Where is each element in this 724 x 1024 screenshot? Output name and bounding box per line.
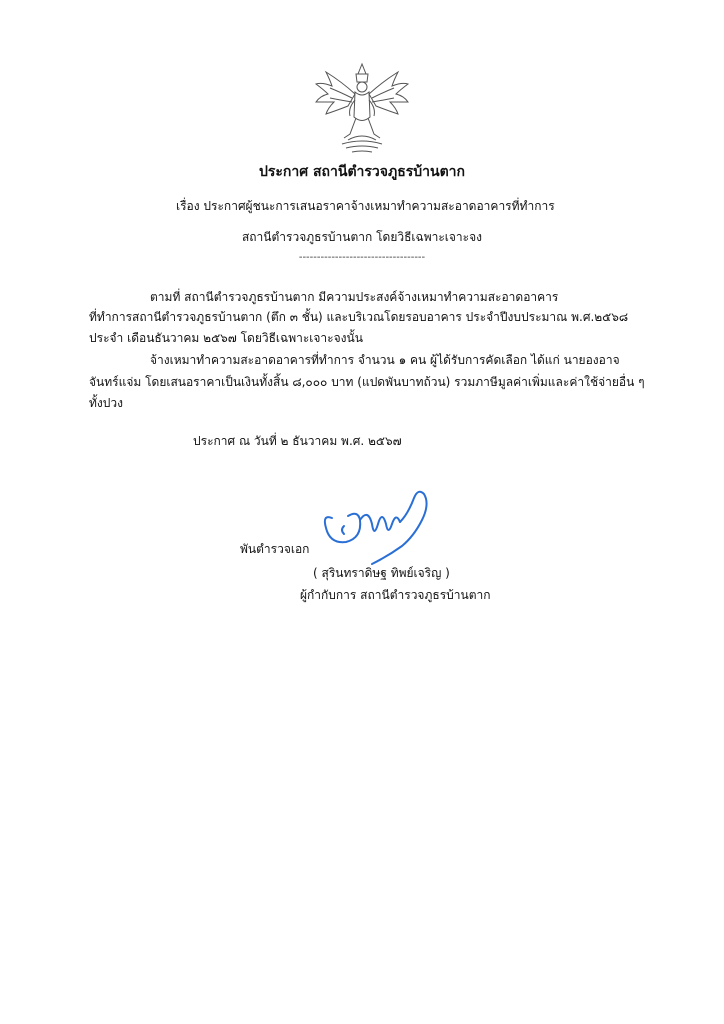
body-paragraph-1-line-2: ที่ทำการสถานีตำรวจภูธรบ้านตาก (ตึก ๓ ชั้น) และบริเวณโดยรอบอาคาร ประจำปีงบประมาณ พ.ศ.๒๕๖๘: [89, 310, 629, 324]
garuda-emblem: [312, 62, 412, 154]
signer-position: ผู้กำกับการ สถานีตำรวจภูธรบ้านตาก: [300, 588, 491, 602]
subject-line-2: สถานีตำรวจภูธรบ้านตาก โดยวิธีเฉพาะเจาะจง: [241, 230, 483, 244]
subject-line-1: เรื่อง ประกาศผู้ชนะการเสนอราคาจ้างเหมาทำความสะอาดอาคารที่ทำการ: [176, 199, 555, 213]
page-title: ประกาศ สถานีตำรวจภูธรบ้านตาก: [258, 164, 466, 180]
body-paragraph-1-line-3: ประจำ เดือนธันวาคม ๒๕๖๗ โดยวิธีเฉพาะเจาะจงนั้น: [89, 331, 363, 345]
body-paragraph-2-line-3: ทั้งปวง: [89, 396, 123, 410]
signer-name: ( สุรินทราดิษฐ ทิพย์เจริญ ): [313, 566, 450, 580]
body-paragraph-1-line-1: ตามที่ สถานีตำรวจภูธรบ้านตาก มีความประสงค์จ้างเหมาทำความสะอาดอาคาร: [150, 290, 559, 304]
body-paragraph-2-line-1: จ้างเหมาทำความสะอาดอาคารที่ทำการ จำนวน ๑ คน ผู้ได้รับการคัดเลือก ได้แก่ นายองอาจ: [150, 353, 620, 367]
announcement-date: ประกาศ ณ วันที่ ๒ ธันวาคม พ.ศ. ๒๕๖๗: [193, 434, 402, 448]
signer-rank: พันตำรวจเอก: [240, 542, 310, 556]
handwritten-signature: [318, 484, 438, 568]
divider-line: -----------------------------------: [298, 252, 426, 263]
body-paragraph-2-line-2: จันทร์แจ่ม โดยเสนอราคาเป็นเงินทั้งสิ้น ๘,๐๐๐ บาท (แปดพันบาทถ้วน) รวมภาษีมูลค่าเพิ่มและค่าใช้จ่ายอื่น ๆ: [89, 375, 645, 389]
